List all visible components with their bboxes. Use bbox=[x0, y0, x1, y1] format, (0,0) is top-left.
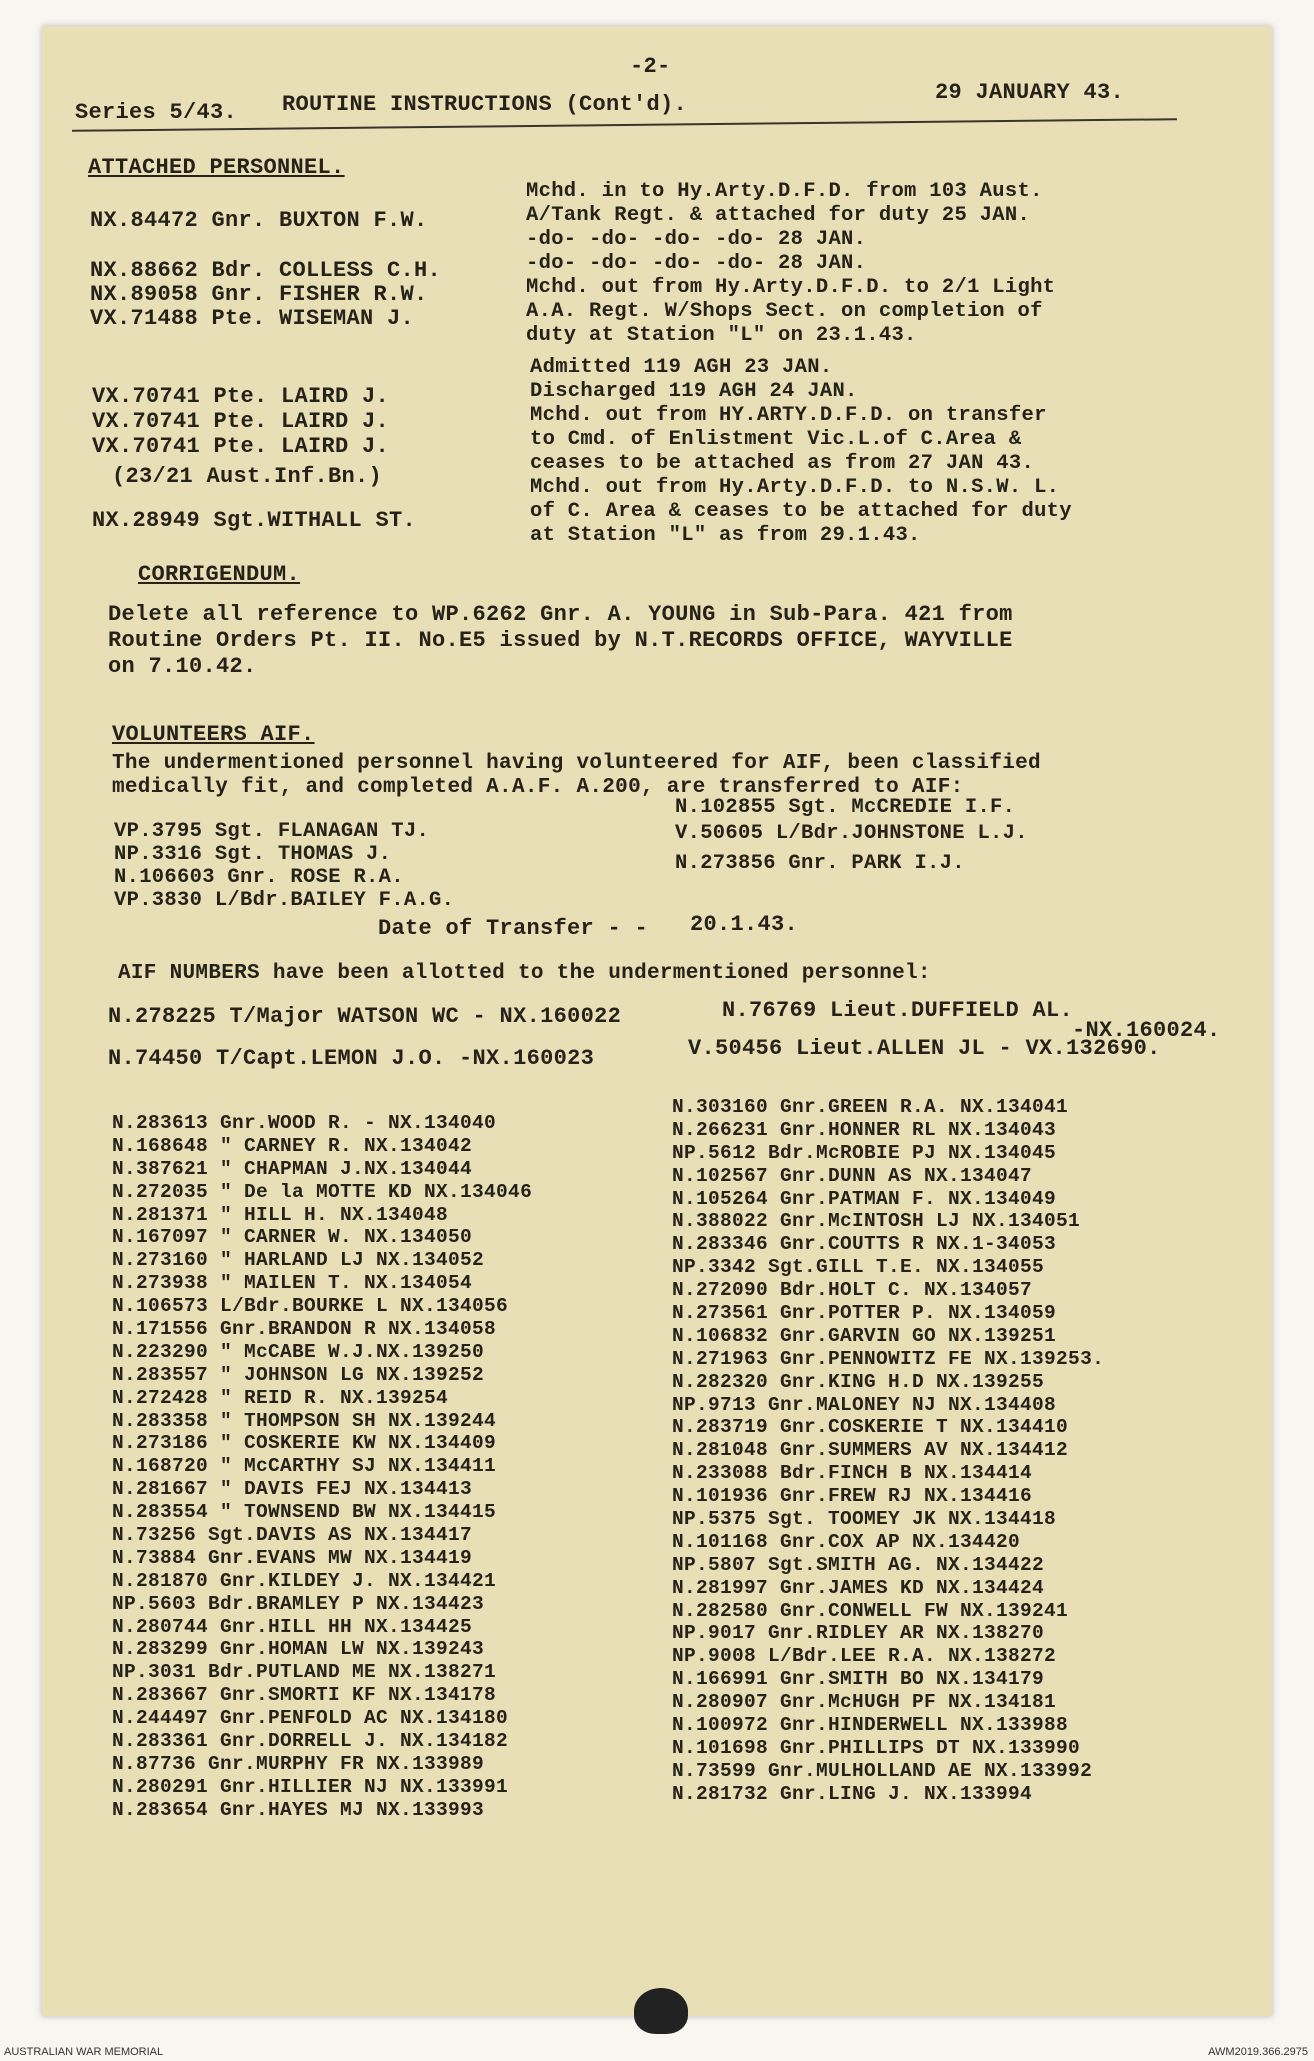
volunteer-entry: VP.3830 L/Bdr.BAILEY F.A.G. bbox=[114, 889, 455, 912]
personnel-entry: NP.5603 Bdr.BRAMLEY P NX.134423 bbox=[112, 1592, 485, 1615]
personnel-entry: NP.3342 Sgt.GILL T.E. NX.134055 bbox=[672, 1256, 1045, 1279]
personnel-entry: NP.9713 Gnr.MALONEY NJ NX.134408 bbox=[672, 1393, 1057, 1416]
volunteer-entry: V.50605 L/Bdr.JOHNSTONE L.J. bbox=[675, 822, 1028, 845]
personnel-entry: N.281667 " DAVIS FEJ NX.134413 bbox=[112, 1478, 473, 1501]
personnel-entry: N.102567 Gnr.DUNN AS NX.134047 bbox=[672, 1164, 1033, 1187]
personnel-entry: N.282580 Gnr.CONWELL FW NX.139241 bbox=[672, 1599, 1069, 1622]
officer-entry: V.50456 Lieut.ALLEN JL - VX.132690. bbox=[688, 1036, 1161, 1061]
attached-line: NX.88662 Bdr. COLLESS C.H. bbox=[90, 258, 442, 283]
personnel-entry: N.73884 Gnr.EVANS MW NX.134419 bbox=[112, 1546, 473, 1569]
attached-note: A.A. Regt. W/Shops Sect. on completion of bbox=[526, 300, 1043, 323]
personnel-entry: N.283361 Gnr.DORRELL J. NX.134182 bbox=[112, 1730, 509, 1753]
personnel-entry: N.244497 Gnr.PENFOLD AC NX.134180 bbox=[112, 1707, 509, 1730]
volunteer-entry: N.102855 Sgt. McCREDIE I.F. bbox=[675, 796, 1016, 819]
personnel-entry: N.167097 " CARNER W. NX.134050 bbox=[112, 1226, 473, 1249]
left-personnel-list bbox=[112, 1112, 532, 1822]
personnel-entry: N.101698 Gnr.PHILLIPS DT NX.133990 bbox=[672, 1736, 1081, 1759]
footer-credit: AUSTRALIAN WAR MEMORIAL bbox=[4, 2046, 164, 2058]
personnel-entry: N.272428 " REID R. NX.139254 bbox=[112, 1386, 449, 1409]
corrigendum-line: Delete all reference to WP.6262 Gnr. A. YOUNG in Sub-Para. 421 from bbox=[108, 602, 1013, 627]
attached-personnel-title: ATTACHED PERSONNEL. bbox=[88, 155, 345, 180]
personnel-entry: N.283358 " THOMPSON SH NX.139244 bbox=[112, 1409, 497, 1432]
personnel-entry: NP.5807 Sgt.SMITH AG. NX.134422 bbox=[672, 1553, 1045, 1576]
attached-note: at Station "L" as from 29.1.43. bbox=[530, 524, 921, 547]
personnel-entry: N.388022 Gnr.McINTOSH LJ NX.134051 bbox=[672, 1210, 1081, 1233]
attached-line: (23/21 Aust.Inf.Bn.) bbox=[112, 464, 383, 489]
personnel-entry: N.273160 " HARLAND LJ NX.134052 bbox=[112, 1249, 485, 1272]
personnel-entry: N.281732 Gnr.LING J. NX.133994 bbox=[672, 1782, 1033, 1805]
punch-hole bbox=[634, 1988, 688, 2034]
attached-line: NX.28949 Sgt.WITHALL ST. bbox=[92, 508, 417, 533]
personnel-entry: N.101168 Gnr.COX AP NX.134420 bbox=[672, 1530, 1021, 1553]
personnel-entry: N.223290 " McCABE W.J.NX.139250 bbox=[112, 1340, 485, 1363]
right-personnel-list bbox=[672, 1096, 1104, 1806]
personnel-entry: N.283654 Gnr.HAYES MJ NX.133993 bbox=[112, 1798, 485, 1821]
personnel-entry: N.105264 Gnr.PATMAN F. NX.134049 bbox=[672, 1187, 1057, 1210]
attached-line: VX.71488 Pte. WISEMAN J. bbox=[90, 306, 415, 331]
attached-note: A/Tank Regt. & attached for duty 25 JAN. bbox=[526, 204, 1031, 227]
attached-line: VX.70741 Pte. LAIRD J. bbox=[92, 409, 390, 434]
attached-note: Mchd. in to Hy.Arty.D.F.D. from 103 Aust. bbox=[526, 180, 1043, 203]
attached-note: -do- -do- -do- -do- 28 JAN. bbox=[526, 252, 867, 275]
attached-note: -do- -do- -do- -do- 28 JAN. bbox=[526, 228, 867, 251]
transfer-label: Date of Transfer - - bbox=[378, 916, 649, 941]
volunteers-intro: medically fit, and completed A.A.F. A.200, are transferred to AIF: bbox=[112, 776, 964, 799]
personnel-entry: NP.9008 L/Bdr.LEE R.A. NX.138272 bbox=[672, 1645, 1057, 1668]
personnel-entry: N.266231 Gnr.HONNER RL NX.134043 bbox=[672, 1118, 1057, 1141]
officer-entry: N.76769 Lieut.DUFFIELD AL. bbox=[722, 998, 1074, 1023]
personnel-entry: N.87736 Gnr.MURPHY FR NX.133989 bbox=[112, 1752, 485, 1775]
series-label: Series 5/43. bbox=[75, 100, 238, 125]
personnel-entry: N.73256 Sgt.DAVIS AS NX.134417 bbox=[112, 1524, 473, 1547]
personnel-entry: N.283667 Gnr.SMORTI KF NX.134178 bbox=[112, 1684, 497, 1707]
attached-note: Mchd. out from Hy.Arty.D.F.D. to N.S.W. L. bbox=[530, 476, 1060, 499]
personnel-entry: N.280907 Gnr.McHUGH PF NX.134181 bbox=[672, 1691, 1057, 1714]
attached-note: duty at Station "L" on 23.1.43. bbox=[526, 324, 917, 347]
attached-note: Mchd. out from Hy.Arty.D.F.D. to 2/1 Light bbox=[526, 276, 1056, 299]
personnel-entry: N.168720 " McCARTHY SJ NX.134411 bbox=[112, 1455, 497, 1478]
personnel-entry: N.273186 " COSKERIE KW NX.134409 bbox=[112, 1432, 497, 1455]
personnel-entry: N.273561 Gnr.POTTER P. NX.134059 bbox=[672, 1302, 1057, 1325]
attached-note: to Cmd. of Enlistment Vic.L.of C.Area & bbox=[530, 428, 1022, 451]
personnel-entry: N.271963 Gnr.PENNOWITZ FE NX.139253. bbox=[672, 1347, 1105, 1370]
aif-numbers-title: AIF NUMBERS have been allotted to the undermentioned personnel: bbox=[118, 962, 931, 985]
personnel-entry: N.233088 Bdr.FINCH B NX.134414 bbox=[672, 1462, 1033, 1485]
corrigendum-title: CORRIGENDUM. bbox=[138, 562, 301, 587]
personnel-entry: N.283299 Gnr.HOMAN LW NX.139243 bbox=[112, 1638, 485, 1661]
personnel-entry: N.272035 " De la MOTTE KD NX.134046 bbox=[112, 1180, 533, 1203]
footer-reference: AWM2019.366.2975 bbox=[1208, 2046, 1308, 2058]
personnel-entry: N.303160 Gnr.GREEN R.A. NX.134041 bbox=[672, 1096, 1069, 1118]
personnel-entry: N.283554 " TOWNSEND BW NX.134415 bbox=[112, 1501, 497, 1524]
personnel-entry: N.283557 " JOHNSON LG NX.139252 bbox=[112, 1363, 485, 1386]
attached-note: ceases to be attached as from 27 JAN 43. bbox=[530, 452, 1035, 475]
volunteers-title: VOLUNTEERS AIF. bbox=[112, 722, 315, 747]
personnel-entry: N.280744 Gnr.HILL HH NX.134425 bbox=[112, 1615, 473, 1638]
volunteers-intro: The undermentioned personnel having volunteered for AIF, been classified bbox=[112, 752, 1041, 775]
corrigendum-line: Routine Orders Pt. II. No.E5 issued by N.T.RECORDS OFFICE, WAYVILLE bbox=[108, 628, 1013, 653]
personnel-entry: N.73599 Gnr.MULHOLLAND AE NX.133992 bbox=[672, 1759, 1093, 1782]
attached-note: Admitted 119 AGH 23 JAN. bbox=[530, 356, 833, 379]
volunteer-entry: N.106603 Gnr. ROSE R.A. bbox=[114, 866, 404, 889]
attached-note: Discharged 119 AGH 24 JAN. bbox=[530, 380, 858, 403]
personnel-entry: N.387621 " CHAPMAN J.NX.134044 bbox=[112, 1157, 473, 1180]
attached-line: VX.70741 Pte. LAIRD J. bbox=[92, 434, 390, 459]
personnel-entry: N.281048 Gnr.SUMMERS AV NX.134412 bbox=[672, 1439, 1069, 1462]
personnel-entry: N.282320 Gnr.KING H.D NX.139255 bbox=[672, 1370, 1045, 1393]
personnel-entry: N.166991 Gnr.SMITH BO NX.134179 bbox=[672, 1668, 1045, 1691]
personnel-entry: N.171556 Gnr.BRANDON R NX.134058 bbox=[112, 1318, 497, 1341]
attached-line: VX.70741 Pte. LAIRD J. bbox=[92, 384, 390, 409]
personnel-entry: N.101936 Gnr.FREW RJ NX.134416 bbox=[672, 1485, 1033, 1508]
personnel-entry: N.281371 " HILL H. NX.134048 bbox=[112, 1203, 449, 1226]
personnel-entry: N.106573 L/Bdr.BOURKE L NX.134056 bbox=[112, 1295, 509, 1318]
personnel-entry: N.100972 Gnr.HINDERWELL NX.133988 bbox=[672, 1714, 1069, 1737]
attached-note: Mchd. out from HY.ARTY.D.F.D. on transfer bbox=[530, 404, 1047, 427]
personnel-entry: N.280291 Gnr.HILLIER NJ NX.133991 bbox=[112, 1775, 509, 1798]
personnel-entry: N.281870 Gnr.KILDEY J. NX.134421 bbox=[112, 1569, 497, 1592]
attached-line: NX.84472 Gnr. BUXTON F.W. bbox=[90, 208, 428, 233]
personnel-entry: N.281997 Gnr.JAMES KD NX.134424 bbox=[672, 1576, 1045, 1599]
volunteer-entry: VP.3795 Sgt. FLANAGAN TJ. bbox=[114, 820, 430, 843]
personnel-entry: N.283719 Gnr.COSKERIE T NX.134410 bbox=[672, 1416, 1069, 1439]
page-heading: ROUTINE INSTRUCTIONS (Cont'd). bbox=[282, 92, 688, 117]
attached-line: NX.89058 Gnr. FISHER R.W. bbox=[90, 282, 428, 307]
officer-entry: -NX.160024. bbox=[1072, 1018, 1221, 1043]
personnel-entry: NP.9017 Gnr.RIDLEY AR NX.138270 bbox=[672, 1622, 1045, 1645]
personnel-entry: N.272090 Bdr.HOLT C. NX.134057 bbox=[672, 1279, 1033, 1302]
personnel-entry: NP.3031 Bdr.PUTLAND ME NX.138271 bbox=[112, 1661, 497, 1684]
personnel-entry: N.106832 Gnr.GARVIN GO NX.139251 bbox=[672, 1324, 1057, 1347]
corrigendum-line: on 7.10.42. bbox=[108, 654, 257, 679]
transfer-date: 20.1.43. bbox=[690, 912, 799, 937]
personnel-entry: N.273938 " MAILEN T. NX.134054 bbox=[112, 1272, 473, 1295]
officer-entry: N.74450 T/Capt.LEMON J.O. -NX.160023 bbox=[108, 1046, 595, 1071]
officer-entry: N.278225 T/Major WATSON WC - NX.160022 bbox=[108, 1004, 622, 1029]
document-date: 29 JANUARY 43. bbox=[935, 80, 1125, 105]
personnel-entry: N.283346 Gnr.COUTTS R NX.1-34053 bbox=[672, 1233, 1057, 1256]
personnel-entry: NP.5375 Sgt. TOOMEY JK NX.134418 bbox=[672, 1508, 1057, 1531]
volunteer-entry: NP.3316 Sgt. THOMAS J. bbox=[114, 843, 392, 866]
page-number: -2- bbox=[630, 54, 671, 79]
attached-note: of C. Area & ceases to be attached for duty bbox=[530, 500, 1072, 523]
personnel-entry: NP.5612 Bdr.McROBIE PJ NX.134045 bbox=[672, 1141, 1057, 1164]
personnel-entry: N.283613 Gnr.WOOD R. - NX.134040 bbox=[112, 1112, 497, 1134]
volunteer-entry: N.273856 Gnr. PARK I.J. bbox=[675, 852, 965, 875]
personnel-entry: N.168648 " CARNEY R. NX.134042 bbox=[112, 1134, 473, 1157]
